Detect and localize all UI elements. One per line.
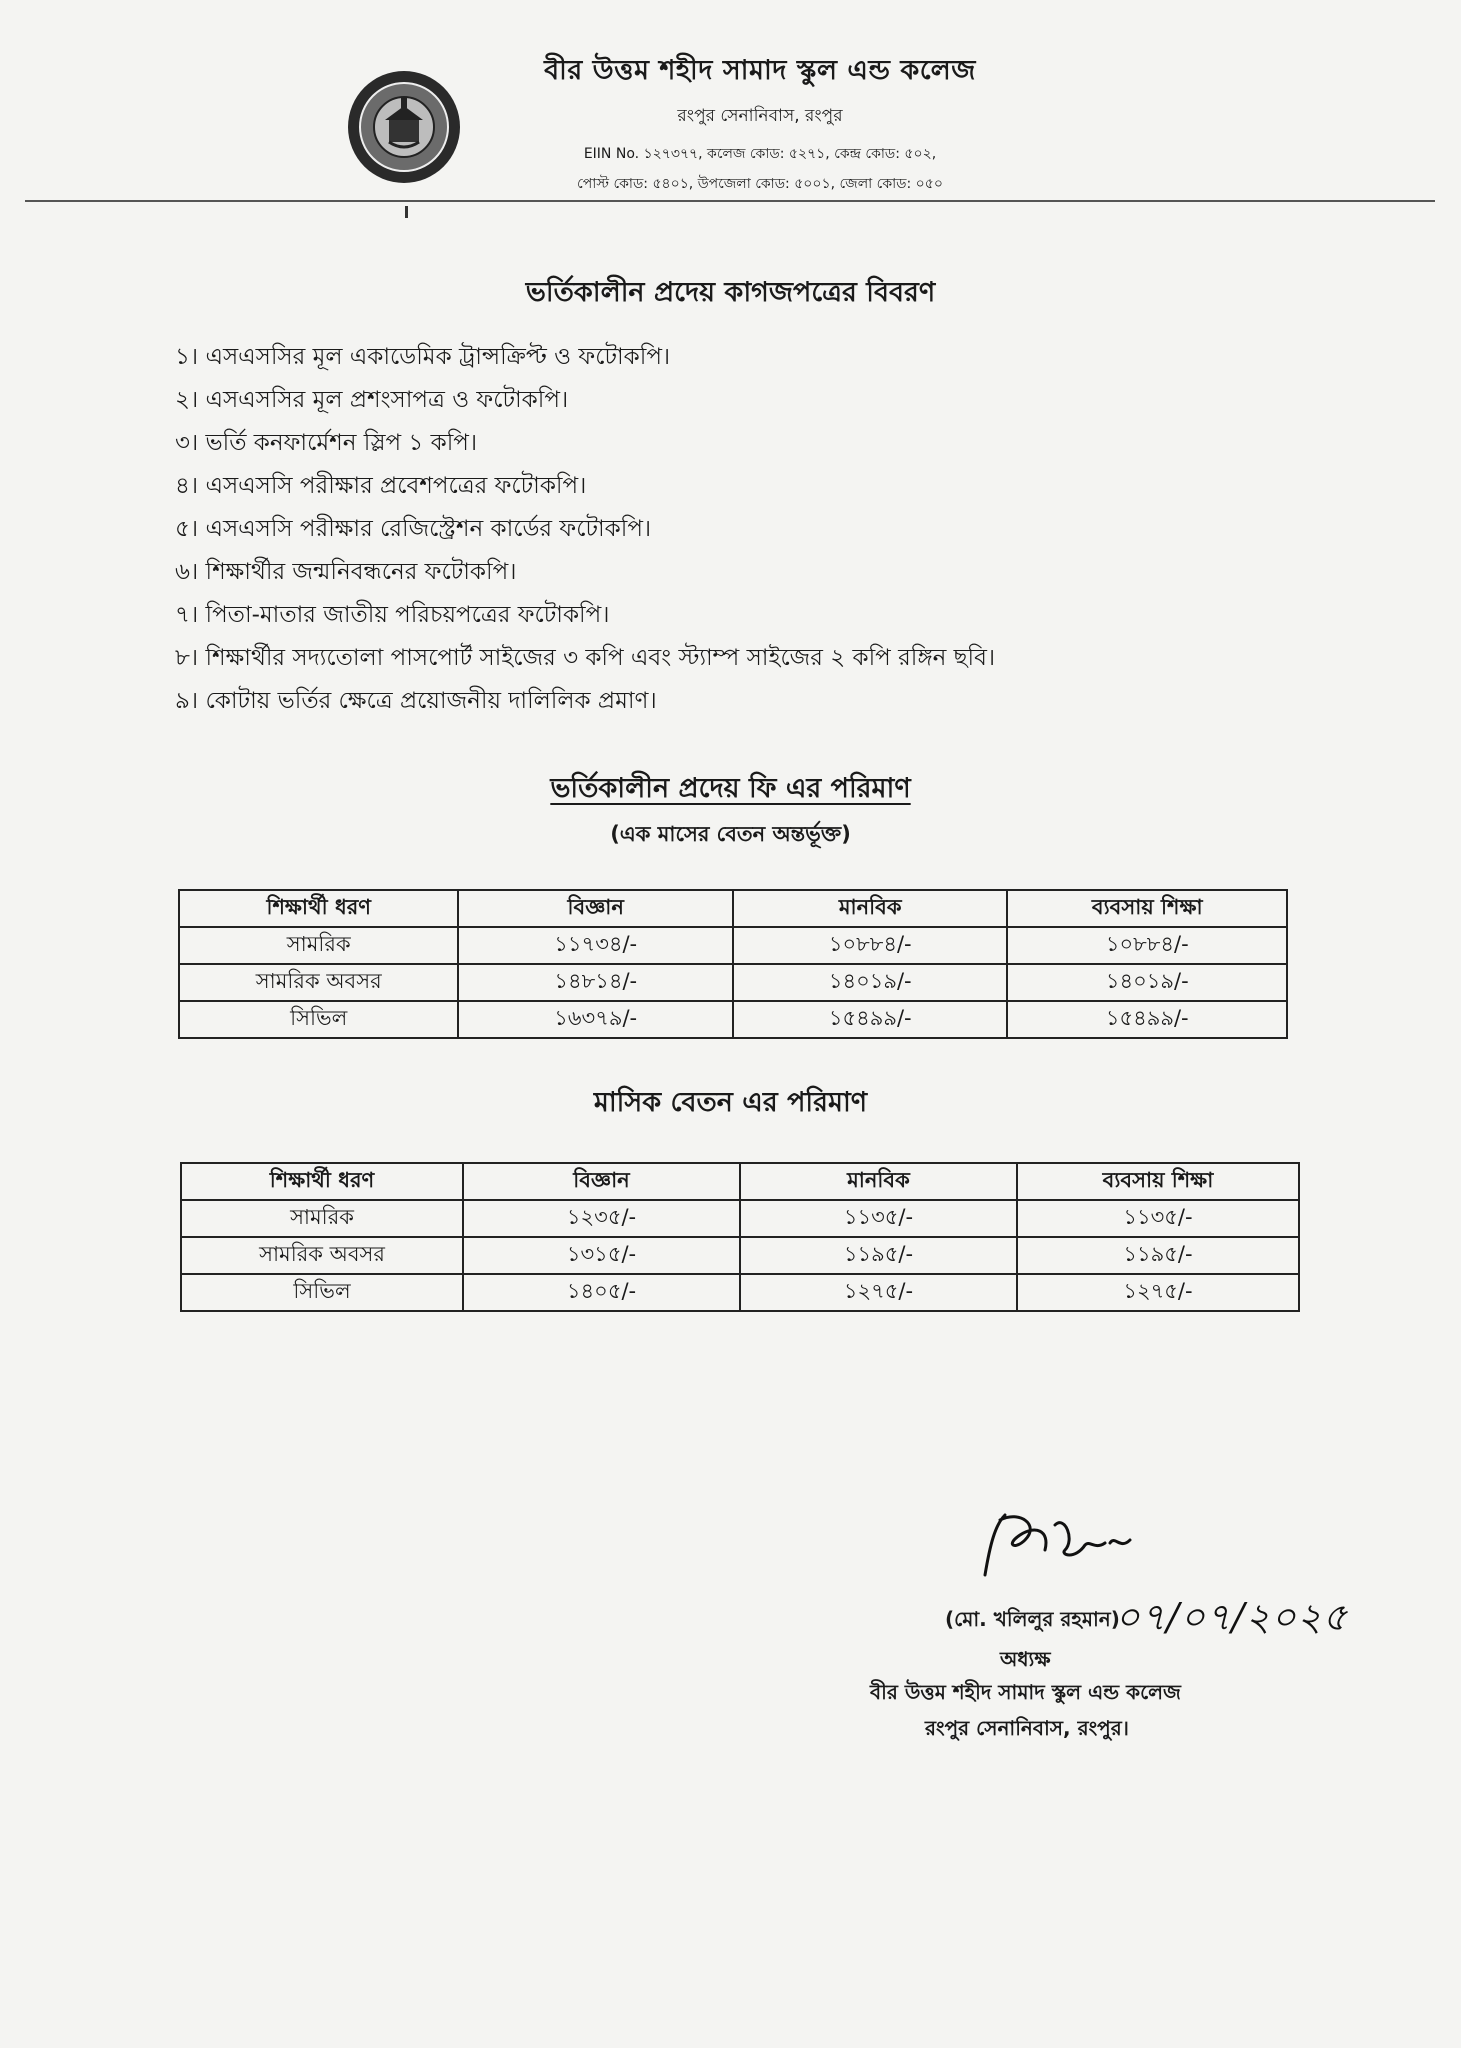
column-header: ব্যবসায় শিক্ষা bbox=[1007, 890, 1287, 927]
monthly-fees-table bbox=[180, 1162, 1300, 1312]
column-header: ব্যবসায় শিক্ষা bbox=[1017, 1163, 1299, 1200]
table-cell: ১১৭৩৪/- bbox=[458, 927, 733, 964]
table-cell: ১০৮৮৪/- bbox=[733, 927, 1008, 964]
table-cell: ১২৭৫/- bbox=[1017, 1274, 1299, 1311]
table-cell: ১২৭৫/- bbox=[740, 1274, 1017, 1311]
table-cell: ১১৯৫/- bbox=[1017, 1237, 1299, 1274]
header-divider bbox=[25, 200, 1435, 202]
documents-title: ভর্তিকালীন প্রদেয় কাগজপত্রের বিবরণ bbox=[525, 277, 936, 308]
admission-fees-table bbox=[178, 889, 1288, 1039]
table-cell: ১২৩৫/- bbox=[463, 1200, 740, 1237]
column-header: শিক্ষার্থী ধরণ bbox=[179, 890, 458, 927]
handwritten-date: ০৭/০৭/২০২৫ bbox=[1115, 1595, 1349, 1639]
school-logo-icon bbox=[345, 68, 463, 186]
table-cell: সিভিল bbox=[181, 1274, 463, 1311]
codes-line-2: পোস্ট কোড: ৫৪০১, উপজেলা কোড: ৫০০১, জেলা কোড: ০৫০ bbox=[577, 176, 943, 192]
table-cell: সামরিক অবসর bbox=[181, 1237, 463, 1274]
column-header: বিজ্ঞান bbox=[463, 1163, 740, 1200]
table-row bbox=[181, 1200, 1299, 1237]
school-name: বীর উত্তম শহীদ সামাদ স্কুল এন্ড কলেজ bbox=[544, 55, 976, 86]
table-cell: ১১৯৫/- bbox=[740, 1237, 1017, 1274]
divider-mark bbox=[405, 206, 408, 218]
admission-fees-title bbox=[0, 768, 1461, 813]
list-item: ৪। এসএসসি পরীক্ষার প্রবেশপত্রের ফটোকপি। bbox=[175, 473, 587, 499]
table-row bbox=[179, 1001, 1287, 1038]
list-item: ৩। ভর্তি কনফার্মেশন স্লিপ ১ কপি। bbox=[175, 430, 478, 456]
table-row bbox=[179, 964, 1287, 1001]
table-cell: ১৫৪৯৯/- bbox=[1007, 1001, 1287, 1038]
monthly-fees-title: মাসিক বেতন এর পরিমাণ bbox=[593, 1087, 868, 1118]
table-header-row bbox=[181, 1163, 1299, 1200]
column-header: মানবিক bbox=[740, 1163, 1017, 1200]
table-cell: ১৪০৫/- bbox=[463, 1274, 740, 1311]
table-cell: সামরিক bbox=[181, 1200, 463, 1237]
signatory-designation: অধ্যক্ষ bbox=[1000, 1647, 1051, 1671]
table-cell: সামরিক অবসর bbox=[179, 964, 458, 1001]
table-cell: ১৪০১৯/- bbox=[1007, 964, 1287, 1001]
list-item: ৭। পিতা-মাতার জাতীয় পরিচয়পত্রের ফটোকপি। bbox=[175, 602, 610, 628]
table-cell: ১৫৪৯৯/- bbox=[733, 1001, 1008, 1038]
list-item: ৮। শিক্ষার্থীর সদ্যতোলা পাসপোর্ট সাইজের ৩ কপি এবং স্ট্যাম্প সাইজের ২ কপি রঙ্গিন ছবি। bbox=[175, 645, 996, 671]
handwritten-signature bbox=[965, 1505, 1145, 1585]
table-cell: ১১৩৫/- bbox=[740, 1200, 1017, 1237]
signatory-name: (মো. খলিলুর রহমান) bbox=[945, 1607, 1120, 1631]
list-item: ১। এসএসসির মূল একাডেমিক ট্রান্সক্রিপ্ট ও ফটোকপি। bbox=[175, 344, 671, 370]
documents-list bbox=[175, 336, 1275, 723]
list-item: ৫। এসএসসি পরীক্ষার রেজিস্ট্রেশন কার্ডের ফটোকপি। bbox=[175, 516, 652, 542]
table-cell: ১৬৩৭৯/- bbox=[458, 1001, 733, 1038]
school-address: রংপুর সেনানিবাস, রংপুর bbox=[677, 106, 843, 126]
school-codes bbox=[480, 139, 1040, 199]
table-cell: সামরিক bbox=[179, 927, 458, 964]
table-row bbox=[181, 1274, 1299, 1311]
codes-line-1: EIIN No. ১২৭৩৭৭, কলেজ কোড: ৫২৭১, কেন্দ্র কোড: ৫০২, bbox=[583, 146, 937, 162]
list-item: ৯। কোটায় ভর্তির ক্ষেত্রে প্রয়োজনীয় দালিলিক প্রমাণ। bbox=[175, 688, 657, 714]
admission-fees-subtitle: (এক মাসের বেতন অন্তর্ভূক্ত) bbox=[610, 822, 851, 846]
table-cell: সিভিল bbox=[179, 1001, 458, 1038]
table-cell: ১১৩৫/- bbox=[1017, 1200, 1299, 1237]
signatory-address: রংপুর সেনানিবাস, রংপুর। bbox=[925, 1716, 1129, 1740]
table-cell: ১৪৮১৪/- bbox=[458, 964, 733, 1001]
table-row bbox=[179, 927, 1287, 964]
column-header: মানবিক bbox=[733, 890, 1008, 927]
letterhead bbox=[480, 50, 1040, 199]
table-row bbox=[181, 1237, 1299, 1274]
column-header: বিজ্ঞান bbox=[458, 890, 733, 927]
column-header: শিক্ষার্থী ধরণ bbox=[181, 1163, 463, 1200]
signatory-school: বীর উত্তম শহীদ সামাদ স্কুল এন্ড কলেজ bbox=[870, 1680, 1181, 1704]
table-cell: ১৪০১৯/- bbox=[733, 964, 1008, 1001]
list-item: ২। এসএসসির মূল প্রশংসাপত্র ও ফটোকপি। bbox=[175, 387, 569, 413]
list-item: ৬। শিক্ষার্থীর জন্মনিবন্ধনের ফটোকপি। bbox=[175, 559, 517, 585]
table-header-row bbox=[179, 890, 1287, 927]
table-cell: ১৩১৫/- bbox=[463, 1237, 740, 1274]
table-cell: ১০৮৮৪/- bbox=[1007, 927, 1287, 964]
admission-fees-title-text: ভর্তিকালীন প্রদেয় ফি এর পরিমাণ bbox=[550, 773, 911, 804]
